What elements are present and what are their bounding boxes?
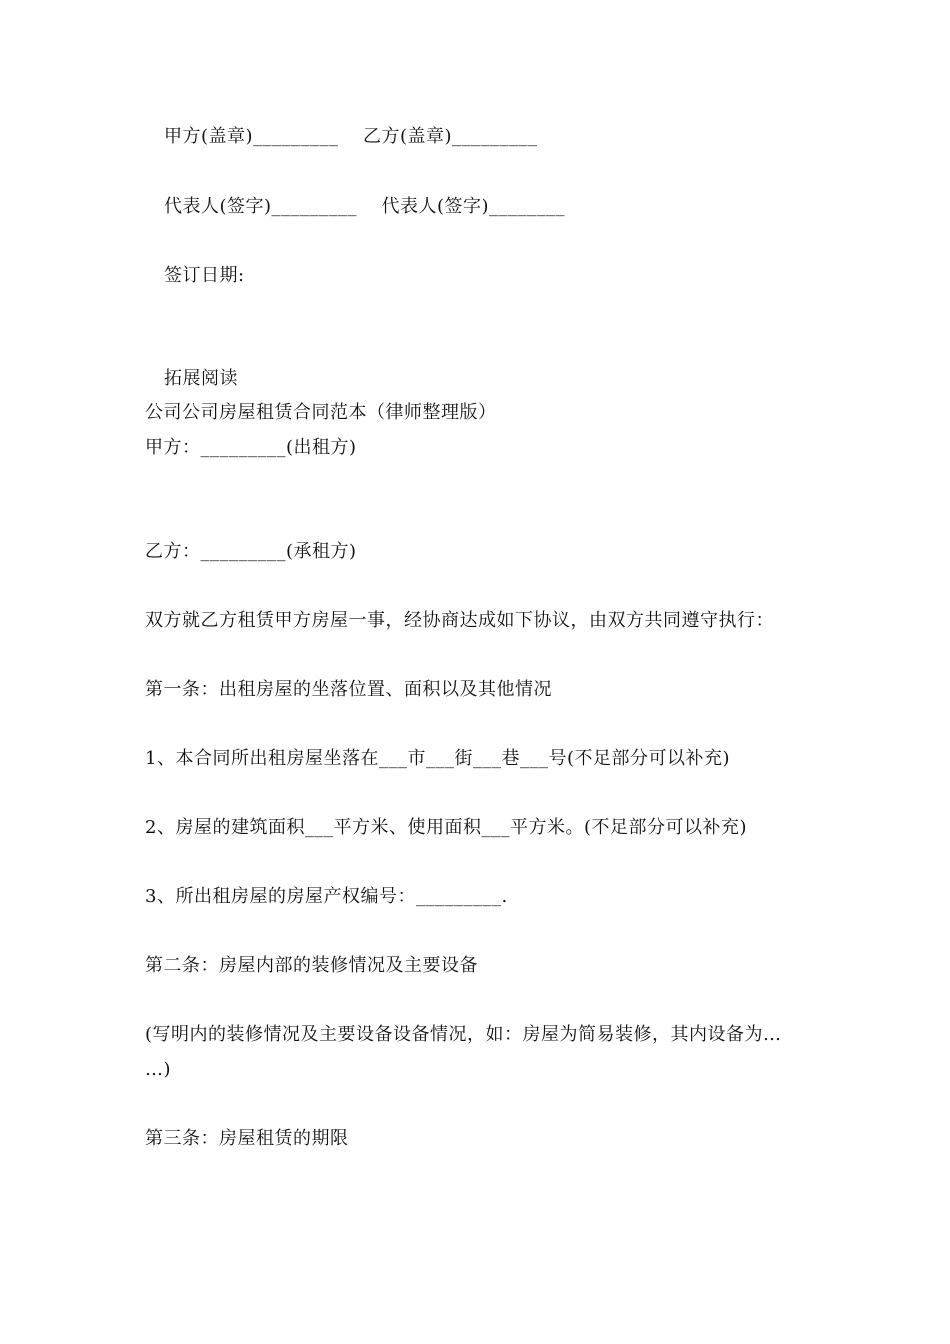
article-2-heading: 第二条：房屋内部的装修情况及主要设备 bbox=[145, 955, 478, 976]
extended-reading-heading: 拓展阅读 bbox=[164, 368, 238, 389]
article-1-item-2: 2、房屋的建筑面积___平方米、使用面积___平方米。(不足部分可以补充) bbox=[145, 817, 747, 838]
party-b-seal: 乙方(盖章)_________ bbox=[363, 126, 538, 147]
rep-b-sign: 代表人(签字)________ bbox=[381, 196, 566, 217]
article-1-item-1: 1、本合同所出租房屋坐落在___市___街___巷___号(不足部分可以补充) bbox=[145, 748, 730, 769]
article-2-note-line-2: …) bbox=[145, 1059, 172, 1080]
article-3-heading: 第三条：房屋租赁的期限 bbox=[145, 1128, 349, 1149]
article-2-note-line-1: (写明内的装修情况及主要设备设备情况，如：房屋为简易装修，其内设备为… bbox=[145, 1024, 782, 1045]
signature-row-representative bbox=[164, 195, 565, 219]
article-1-item-3: 3、所出租房屋的房屋产权编号：_________. bbox=[145, 886, 508, 907]
signature-row-seal bbox=[164, 125, 538, 149]
intro-paragraph: 双方就乙方租赁甲方房屋一事，经协商达成如下协议，由双方共同遵守执行： bbox=[145, 610, 774, 631]
sign-date: 签订日期: bbox=[164, 265, 245, 286]
article-1-heading: 第一条：出租房屋的坐落位置、面积以及其他情况 bbox=[145, 679, 552, 700]
party-a-line: 甲方：_________(出租方) bbox=[145, 437, 357, 458]
party-a-seal: 甲方(盖章)_________ bbox=[164, 126, 339, 147]
rep-a-sign: 代表人(签字)_________ bbox=[164, 196, 358, 217]
party-b-line: 乙方：_________(承租方) bbox=[145, 541, 357, 562]
contract-title: 公司公司房屋租赁合同范本（律师整理版） bbox=[145, 402, 497, 423]
